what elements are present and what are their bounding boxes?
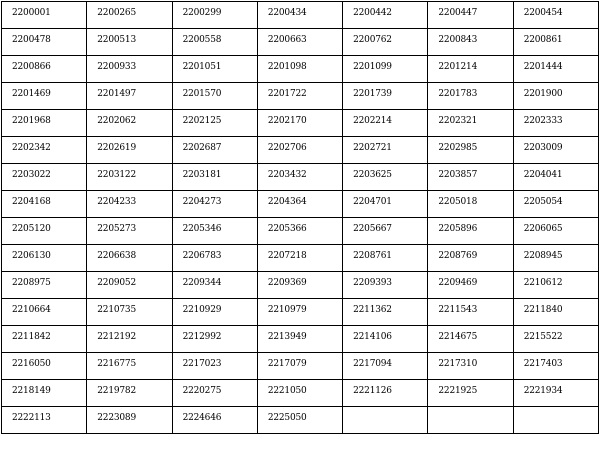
table-cell: 2205018 [428,191,513,218]
table-cell: 2212192 [87,326,172,353]
table-cell: 2203022 [2,164,87,191]
table-cell: 2202321 [428,110,513,137]
table-row [2,272,599,299]
table-row [2,245,599,272]
table-row [2,56,599,83]
table-cell: 2217023 [172,353,257,380]
table-cell [513,407,598,434]
table-cell: 2220275 [172,380,257,407]
table-cell: 2201739 [343,83,428,110]
table-cell: 2221050 [257,380,342,407]
table-cell: 2202687 [172,137,257,164]
table-cell: 2208975 [2,272,87,299]
table-cell: 2202342 [2,137,87,164]
table-cell: 2200762 [343,29,428,56]
table-row [2,110,599,137]
table-cell: 2201722 [257,83,342,110]
table-row [2,164,599,191]
table-cell: 2200434 [257,2,342,29]
table-cell: 2208769 [428,245,513,272]
table-cell: 2203432 [257,164,342,191]
table-cell: 2200843 [428,29,513,56]
table-cell: 2212992 [172,326,257,353]
table-cell: 2202214 [343,110,428,137]
table-cell: 2205896 [428,218,513,245]
table-row [2,326,599,353]
table-cell: 2202125 [172,110,257,137]
table-cell: 2207218 [257,245,342,272]
table-cell: 2200478 [2,29,87,56]
table-cell: 2222113 [2,407,87,434]
table-cell: 2211840 [513,299,598,326]
table-cell: 2205273 [87,218,172,245]
table-row [2,407,599,434]
table-cell: 2200442 [343,2,428,29]
table-body [2,2,599,434]
table-cell: 2202333 [513,110,598,137]
table-cell: 2201469 [2,83,87,110]
table-cell: 2211362 [343,299,428,326]
table-cell: 2210929 [172,299,257,326]
table-cell: 2217310 [428,353,513,380]
table-cell: 2202721 [343,137,428,164]
table-cell: 2200861 [513,29,598,56]
table-cell: 2201968 [2,110,87,137]
table-cell: 2201051 [172,56,257,83]
table-cell: 2201783 [428,83,513,110]
id-number-table [1,1,599,434]
table-cell: 2200513 [87,29,172,56]
table-cell: 2210612 [513,272,598,299]
table-row [2,2,599,29]
table-cell: 2204168 [2,191,87,218]
table-cell: 2209393 [343,272,428,299]
table-cell: 2203857 [428,164,513,191]
table-cell: 2204233 [87,191,172,218]
table-cell: 2209344 [172,272,257,299]
table-cell: 2201497 [87,83,172,110]
table-cell: 2217403 [513,353,598,380]
table-cell: 2215522 [513,326,598,353]
table-cell: 2203181 [172,164,257,191]
table-cell: 2216775 [87,353,172,380]
table-cell: 2201098 [257,56,342,83]
table-cell: 2205366 [257,218,342,245]
table-cell: 2214106 [343,326,428,353]
table-cell: 2200265 [87,2,172,29]
table-cell: 2205667 [343,218,428,245]
table-cell: 2204041 [513,164,598,191]
table-cell: 2211543 [428,299,513,326]
table-cell: 2205120 [2,218,87,245]
table-cell: 2208761 [343,245,428,272]
table-cell: 2201444 [513,56,598,83]
table-cell: 2201099 [343,56,428,83]
table-row [2,83,599,110]
table-cell: 2210664 [2,299,87,326]
table-cell [428,407,513,434]
table-row [2,380,599,407]
table-cell: 2202170 [257,110,342,137]
table-cell: 2201214 [428,56,513,83]
table-cell: 2202706 [257,137,342,164]
table-cell: 2201900 [513,83,598,110]
table-row [2,218,599,245]
table-cell: 2206783 [172,245,257,272]
table-cell: 2203122 [87,164,172,191]
table-cell: 2200866 [2,56,87,83]
table-row [2,29,599,56]
table-cell: 2205054 [513,191,598,218]
table-cell: 2209052 [87,272,172,299]
table-cell: 2203625 [343,164,428,191]
table-cell: 2223089 [87,407,172,434]
table-row [2,191,599,218]
table-cell: 2204364 [257,191,342,218]
table-cell: 2202062 [87,110,172,137]
table-cell: 2210735 [87,299,172,326]
table-cell: 2224646 [172,407,257,434]
table-cell: 2206065 [513,218,598,245]
table-cell: 2200447 [428,2,513,29]
table-cell: 2221925 [428,380,513,407]
table-cell: 2218149 [2,380,87,407]
table-cell: 2210979 [257,299,342,326]
table-row [2,353,599,380]
table-cell: 2219782 [87,380,172,407]
table-cell: 2202619 [87,137,172,164]
table-cell: 2200558 [172,29,257,56]
table-cell: 2200001 [2,2,87,29]
table-cell: 2203009 [513,137,598,164]
table-cell: 2206130 [2,245,87,272]
table-cell: 2200454 [513,2,598,29]
table-cell: 2221126 [343,380,428,407]
table-row [2,137,599,164]
table-cell: 2216050 [2,353,87,380]
table-cell: 2209469 [428,272,513,299]
table-cell: 2201570 [172,83,257,110]
table-cell: 2200299 [172,2,257,29]
table-cell [343,407,428,434]
table-cell: 2214675 [428,326,513,353]
table-cell: 2202985 [428,137,513,164]
table-cell: 2204701 [343,191,428,218]
table-cell: 2208945 [513,245,598,272]
table-cell: 2217079 [257,353,342,380]
table-row [2,299,599,326]
table-cell: 2206638 [87,245,172,272]
table-cell: 2217094 [343,353,428,380]
table-cell: 2221934 [513,380,598,407]
table-cell: 2213949 [257,326,342,353]
table-cell: 2209369 [257,272,342,299]
table-cell: 2225050 [257,407,342,434]
table-cell: 2211842 [2,326,87,353]
table-cell: 2200933 [87,56,172,83]
table-cell: 2205346 [172,218,257,245]
table-cell: 2200663 [257,29,342,56]
table-cell: 2204273 [172,191,257,218]
